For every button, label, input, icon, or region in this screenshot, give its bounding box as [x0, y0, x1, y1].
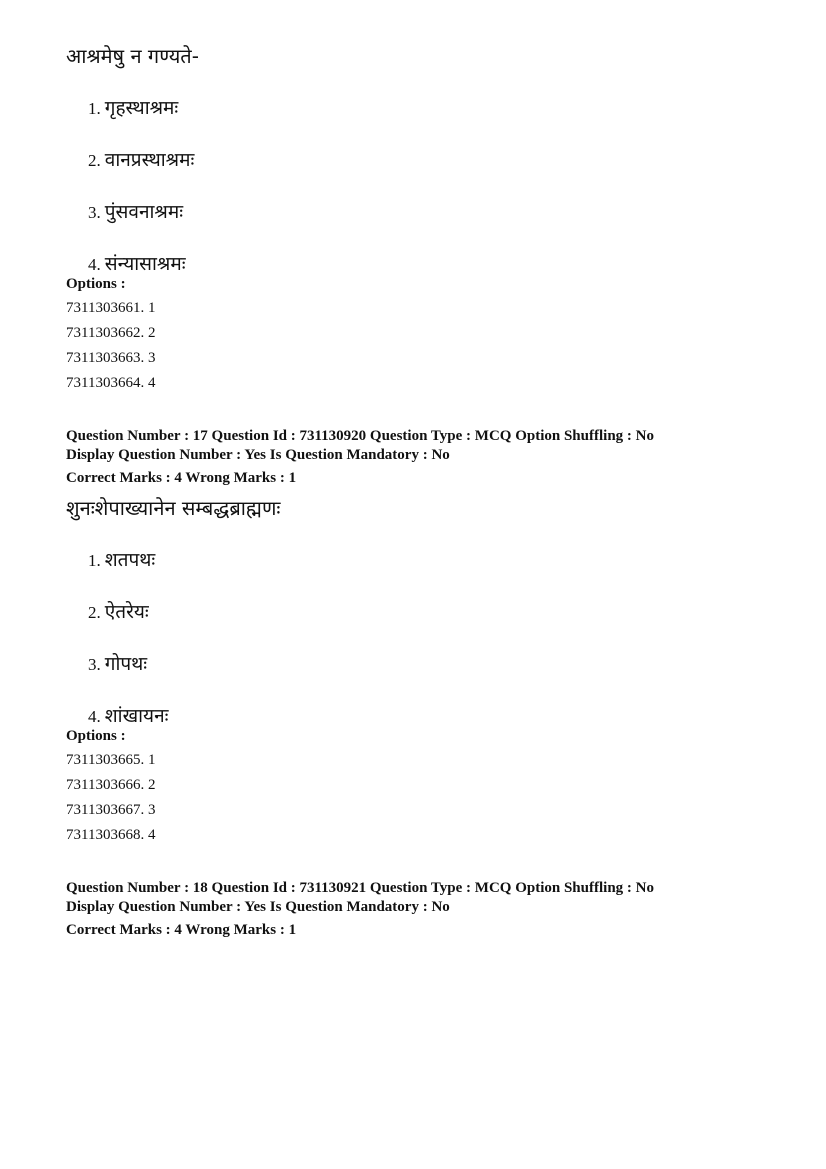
question-17-choice-2	[88, 598, 149, 624]
options-label: Options :	[66, 276, 126, 292]
question-18-meta-line-1: Question Number : 18 Question Id : 731130921 Question Type : MCQ Option Shuffling : No	[66, 880, 654, 896]
question-17-choice-1	[88, 546, 155, 572]
choice-number: 2.	[88, 151, 101, 170]
choice-text: गोपथः	[104, 653, 148, 675]
question-16-choice-1	[88, 94, 178, 120]
option-id-row: 7311303668. 4	[66, 827, 156, 843]
question-16-stem: आश्रमेषु न गण्यते-	[66, 44, 199, 68]
choice-number: 4.	[88, 707, 101, 726]
question-17-choice-3	[88, 650, 147, 676]
choice-number: 4.	[88, 255, 101, 274]
option-id-row: 7311303665. 1	[66, 752, 156, 768]
choice-number: 2.	[88, 603, 101, 622]
option-id-row: 7311303663. 3	[66, 350, 156, 366]
choice-text: ऐतरेयः	[104, 601, 149, 623]
option-id-row: 7311303667. 3	[66, 802, 156, 818]
choice-text: शतपथः	[104, 549, 156, 571]
question-17-meta-line-2: Display Question Number : Yes Is Question Mandatory : No	[66, 447, 450, 463]
choice-text: वानप्रस्थाश्रमः	[104, 149, 195, 171]
question-18-meta-line-2: Display Question Number : Yes Is Question Mandatory : No	[66, 899, 450, 915]
choice-number: 3.	[88, 655, 101, 674]
choice-text: गृहस्थाश्रमः	[104, 97, 179, 119]
choice-text: पुंसवनाश्रमः	[104, 201, 184, 223]
question-16-choice-4	[88, 250, 186, 276]
options-label: Options :	[66, 728, 126, 744]
choice-number: 1.	[88, 551, 101, 570]
question-17-stem: शुनःशेपाख्यानेन सम्बद्धब्राह्मणः	[66, 496, 281, 520]
option-id-row: 7311303666. 2	[66, 777, 156, 793]
question-16-choice-3	[88, 198, 183, 224]
choice-number: 3.	[88, 203, 101, 222]
option-id-row: 7311303661. 1	[66, 300, 156, 316]
option-id-row: 7311303662. 2	[66, 325, 156, 341]
option-id-row: 7311303664. 4	[66, 375, 156, 391]
question-16-choice-2	[88, 146, 194, 172]
choice-number: 1.	[88, 99, 101, 118]
choice-text: शांखायनः	[104, 705, 169, 727]
choice-text: संन्यासाश्रमः	[104, 253, 186, 275]
question-17-meta-line-1: Question Number : 17 Question Id : 731130920 Question Type : MCQ Option Shuffling : No	[66, 428, 654, 444]
question-17-choice-4	[88, 702, 168, 728]
question-18-meta-line-3: Correct Marks : 4 Wrong Marks : 1	[66, 922, 297, 938]
question-17-meta-line-3: Correct Marks : 4 Wrong Marks : 1	[66, 470, 297, 486]
